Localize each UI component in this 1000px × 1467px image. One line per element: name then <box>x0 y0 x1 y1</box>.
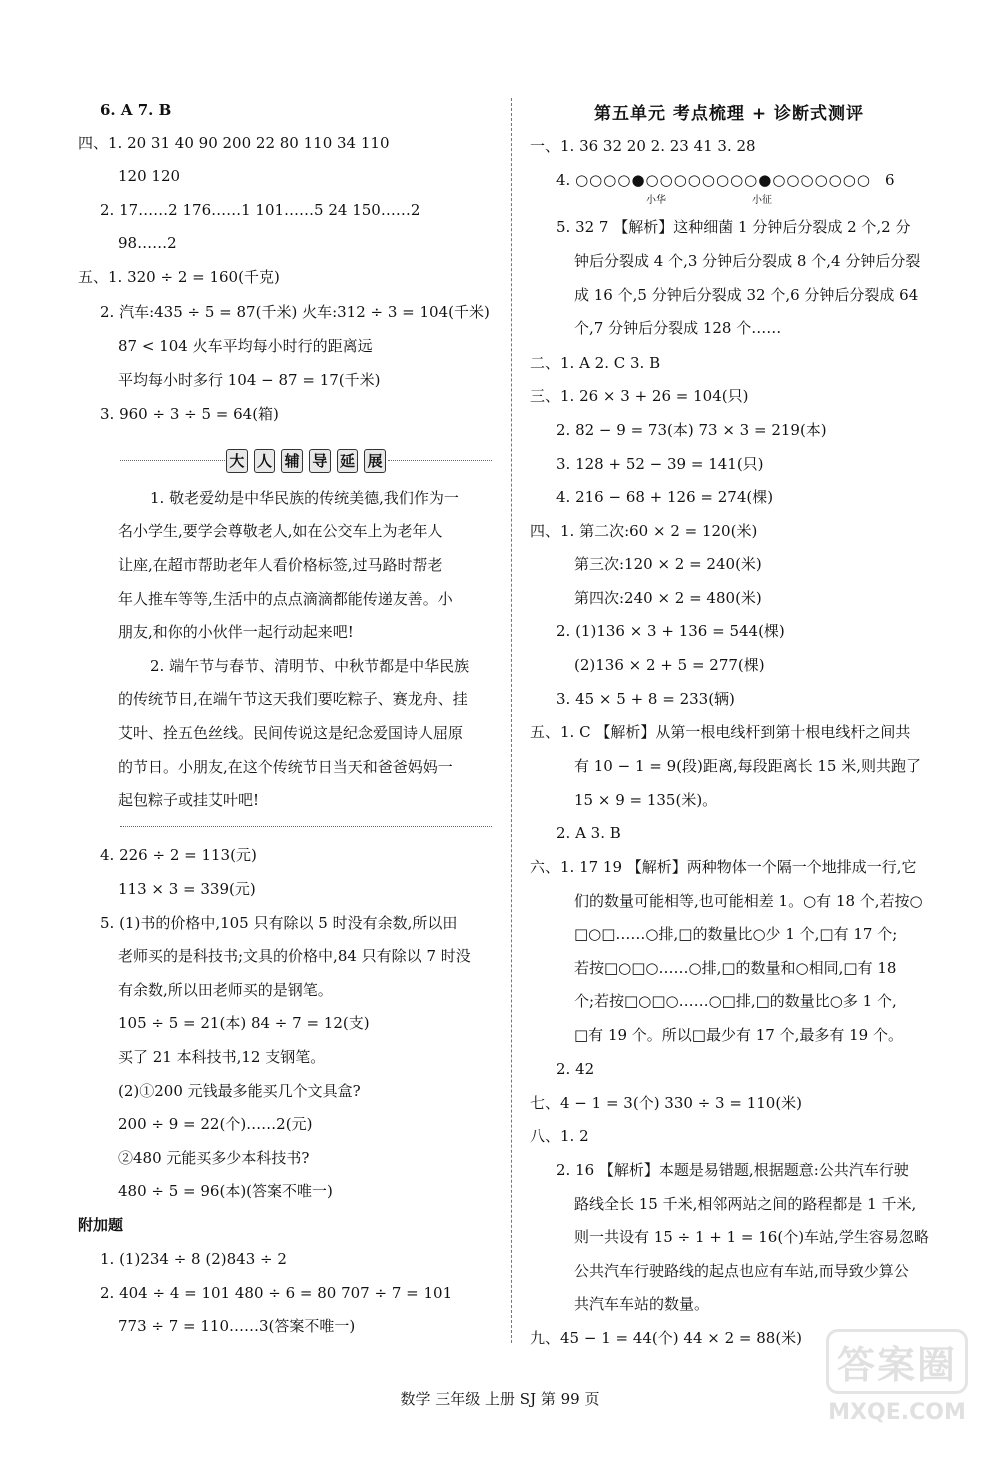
paragraph-line: 的节日。小朋友,在这个传统节日当天和爸爸妈妈一 <box>118 758 453 776</box>
item-number: 4. <box>556 171 576 189</box>
answer-line: 3. 960 ÷ 3 ÷ 5 = 64(箱) <box>100 405 279 423</box>
answer-line: 87 < 104 火车平均每小时行的距离远 <box>118 337 373 355</box>
answer-line: 一、1. 36 32 20 2. 23 41 3. 28 <box>530 137 756 155</box>
answer-line: (2)①200 元钱最多能买几个文具盒? <box>118 1082 361 1100</box>
answer-line: □有 19 个。所以□最少有 17 个,最多有 19 个。 <box>574 1026 903 1044</box>
watermark-url: MXQE.COM <box>828 1400 966 1425</box>
answer-line: 98……2 <box>118 234 177 252</box>
paragraph-line: 起包粽子或挂艾叶吧! <box>118 791 260 809</box>
answer-line: 2. 42 <box>556 1060 595 1078</box>
answer-line: 二、1. A 2. C 3. B <box>530 354 661 372</box>
answer-line: 5. 32 7 【解析】这种细菌 1 分钟后分裂成 2 个,2 分 <box>556 218 911 236</box>
answer-line: 成 16 个,5 分钟后分裂成 32 个,6 分钟后分裂成 64 <box>574 286 919 304</box>
answer-value: 6 <box>884 171 895 189</box>
watermark-logo: 答案圈 <box>826 1329 968 1394</box>
answer-line: 买了 21 本科技书,12 支钢笔。 <box>118 1048 326 1066</box>
answer-line: 九、45 − 1 = 44(个) 44 × 2 = 88(米) <box>530 1329 803 1347</box>
answer-line: 113 × 3 = 339(元) <box>118 880 256 898</box>
answer-line: ②480 元能买多少本科技书? <box>118 1149 310 1167</box>
banner-char: 展 <box>364 449 386 473</box>
answer-line: □○□……○排,□的数量比○少 1 个,□有 17 个; <box>574 925 898 943</box>
answer-line: 2. 404 ÷ 4 = 101 480 ÷ 6 = 80 707 ÷ 7 = 101 <box>100 1284 453 1302</box>
answer-line: 2. 16 【解析】本题是易错题,根据题意:公共汽车行驶 <box>556 1161 909 1179</box>
answer-line: 2. (1)136 × 3 + 136 = 544(棵) <box>556 622 785 640</box>
page-footer: 数学 三年级 上册 SJ 第 99 页 <box>400 1390 600 1408</box>
position-label: 小华 <box>646 195 666 206</box>
banner-char: 辅 <box>281 449 303 473</box>
answer-line: 们的数量可能相等,也可能相差 1。○有 18 个,若按○ <box>574 892 923 910</box>
answer-line <box>556 170 895 190</box>
answer-line: 1. (1)234 ÷ 8 (2)843 ÷ 2 <box>100 1250 287 1268</box>
answer-line: 有 10 − 1 = 9(段)距离,每段距离长 15 米,则共跑了 <box>574 757 922 775</box>
paragraph-line: 年人推车等等,生活中的点点滴滴都能传递友善。小 <box>118 590 453 608</box>
watermark <box>822 1329 972 1449</box>
answer-line: 3. 45 × 5 + 8 = 233(辆) <box>556 690 735 708</box>
answer-line: 4. 226 ÷ 2 = 113(元) <box>100 846 257 864</box>
paragraph-line: 艾叶、拴五色丝线。民间传说这是纪念爱国诗人屈原 <box>118 724 464 742</box>
answer-line: 八、1. 2 <box>530 1127 589 1145</box>
answer-line: 六、1. 17 19 【解析】两种物体一个隔一个地排成一行,它 <box>530 858 917 876</box>
answer-line: 5. (1)书的价格中,105 只有除以 5 时没有余数,所以田 <box>100 914 458 932</box>
answer-line: 120 120 <box>118 167 181 185</box>
dotted-rule <box>388 460 492 461</box>
circle-sequence: ○○○○●○○○○○○○○●○○○○○○○ <box>575 171 871 189</box>
answer-line: 平均每小时多行 104 − 87 = 17(千米) <box>118 371 381 389</box>
dotted-rule <box>120 826 492 827</box>
unit-title: 第五单元 考点梳理 + 诊断式测评 <box>594 104 864 124</box>
answer-line: 有余数,所以田老师买的是钢笔。 <box>118 981 333 999</box>
banner-char: 人 <box>254 449 276 473</box>
paragraph-line: 2. 端午节与春节、清明节、中秋节都是中华民族 <box>150 657 470 675</box>
paragraph-line: 让座,在超市帮助老年人看价格标签,过马路时帮老 <box>118 556 443 574</box>
position-label: 小征 <box>752 195 772 206</box>
answer-line: 200 ÷ 9 = 22(个)……2(元) <box>118 1115 313 1133</box>
answer-line: 第三次:120 × 2 = 240(米) <box>574 555 762 573</box>
banner-char: 导 <box>309 449 331 473</box>
paragraph-line: 朋友,和你的小伙伴一起行动起来吧! <box>118 623 354 641</box>
answer-line: 3. 128 + 52 − 39 = 141(只) <box>556 455 764 473</box>
answer-line: 老师买的是科技书;文具的价格中,84 只有除以 7 时没 <box>118 947 471 965</box>
answer-line: 15 × 9 = 135(米)。 <box>574 791 718 809</box>
answer-line: 四、1. 第二次:60 × 2 = 120(米) <box>530 522 758 540</box>
banner-char: 延 <box>337 449 359 473</box>
answer-line: 七、4 − 1 = 3(个) 330 ÷ 3 = 110(米) <box>530 1094 803 1112</box>
banner-char: 大 <box>226 449 248 473</box>
answer-line: 钟后分裂成 4 个,3 分钟后分裂成 8 个,4 分钟后分裂 <box>574 252 921 270</box>
answer-line: 路线全长 15 千米,相邻两站之间的路程都是 1 千米, <box>574 1195 917 1213</box>
answer-line: 四、1. 20 31 40 90 200 22 80 110 34 110 <box>78 134 390 152</box>
answer-line: 公共汽车行驶路线的起点也应有车站,而导致少算公 <box>574 1262 909 1280</box>
dotted-rule <box>120 460 225 461</box>
answer-line: 105 ÷ 5 = 21(本) 84 ÷ 7 = 12(支) <box>118 1014 370 1032</box>
answer-line: 五、1. C 【解析】从第一根电线杆到第十根电线杆之间共 <box>530 723 911 741</box>
answer-line: (2)136 × 2 + 5 = 277(棵) <box>574 656 765 674</box>
answer-line: 773 ÷ 7 = 110……3(答案不唯一) <box>118 1317 356 1335</box>
answer-line: 2. A 3. B <box>556 824 621 842</box>
answer-line: 个,7 分钟后分裂成 128 个…… <box>574 319 782 337</box>
answer-line: 个;若按□○□○……○□排,□的数量比○多 1 个, <box>574 992 897 1010</box>
section-heading: 附加题 <box>78 1216 124 1234</box>
answer-line: 三、1. 26 × 3 + 26 = 104(只) <box>530 387 749 405</box>
column-divider <box>511 98 512 1343</box>
answer-line: 6. A 7. B <box>100 101 172 119</box>
paragraph-line: 1. 敬老爱幼是中华民族的传统美德,我们作为一 <box>150 489 459 507</box>
answer-line: 第四次:240 × 2 = 480(米) <box>574 589 762 607</box>
answer-line: 4. 216 − 68 + 126 = 274(棵) <box>556 488 774 506</box>
answer-line: 480 ÷ 5 = 96(本)(答案不唯一) <box>118 1182 333 1200</box>
answer-line: 若按□○□○……○排,□的数量和○相同,□有 18 <box>574 959 897 977</box>
paragraph-line: 名小学生,要学会尊敬老人,如在公交车上为老年人 <box>118 522 443 540</box>
answer-line: 2. 82 − 9 = 73(本) 73 × 3 = 219(本) <box>556 421 827 439</box>
paragraph-line: 的传统节日,在端午节这天我们要吃粽子、赛龙舟、挂 <box>118 690 468 708</box>
answer-line: 则一共设有 15 ÷ 1 + 1 = 16(个)车站,学生容易忽略 <box>574 1228 929 1246</box>
answer-line: 2. 汽车:435 ÷ 5 = 87(千米) 火车:312 ÷ 3 = 104(千米) <box>100 303 490 321</box>
extension-banner <box>226 448 386 474</box>
answer-line: 2. 17……2 176……1 101……5 24 150……2 <box>100 201 421 219</box>
answer-line: 共汽车车站的数量。 <box>574 1295 710 1313</box>
answer-line: 五、1. 320 ÷ 2 = 160(千克) <box>78 268 280 286</box>
